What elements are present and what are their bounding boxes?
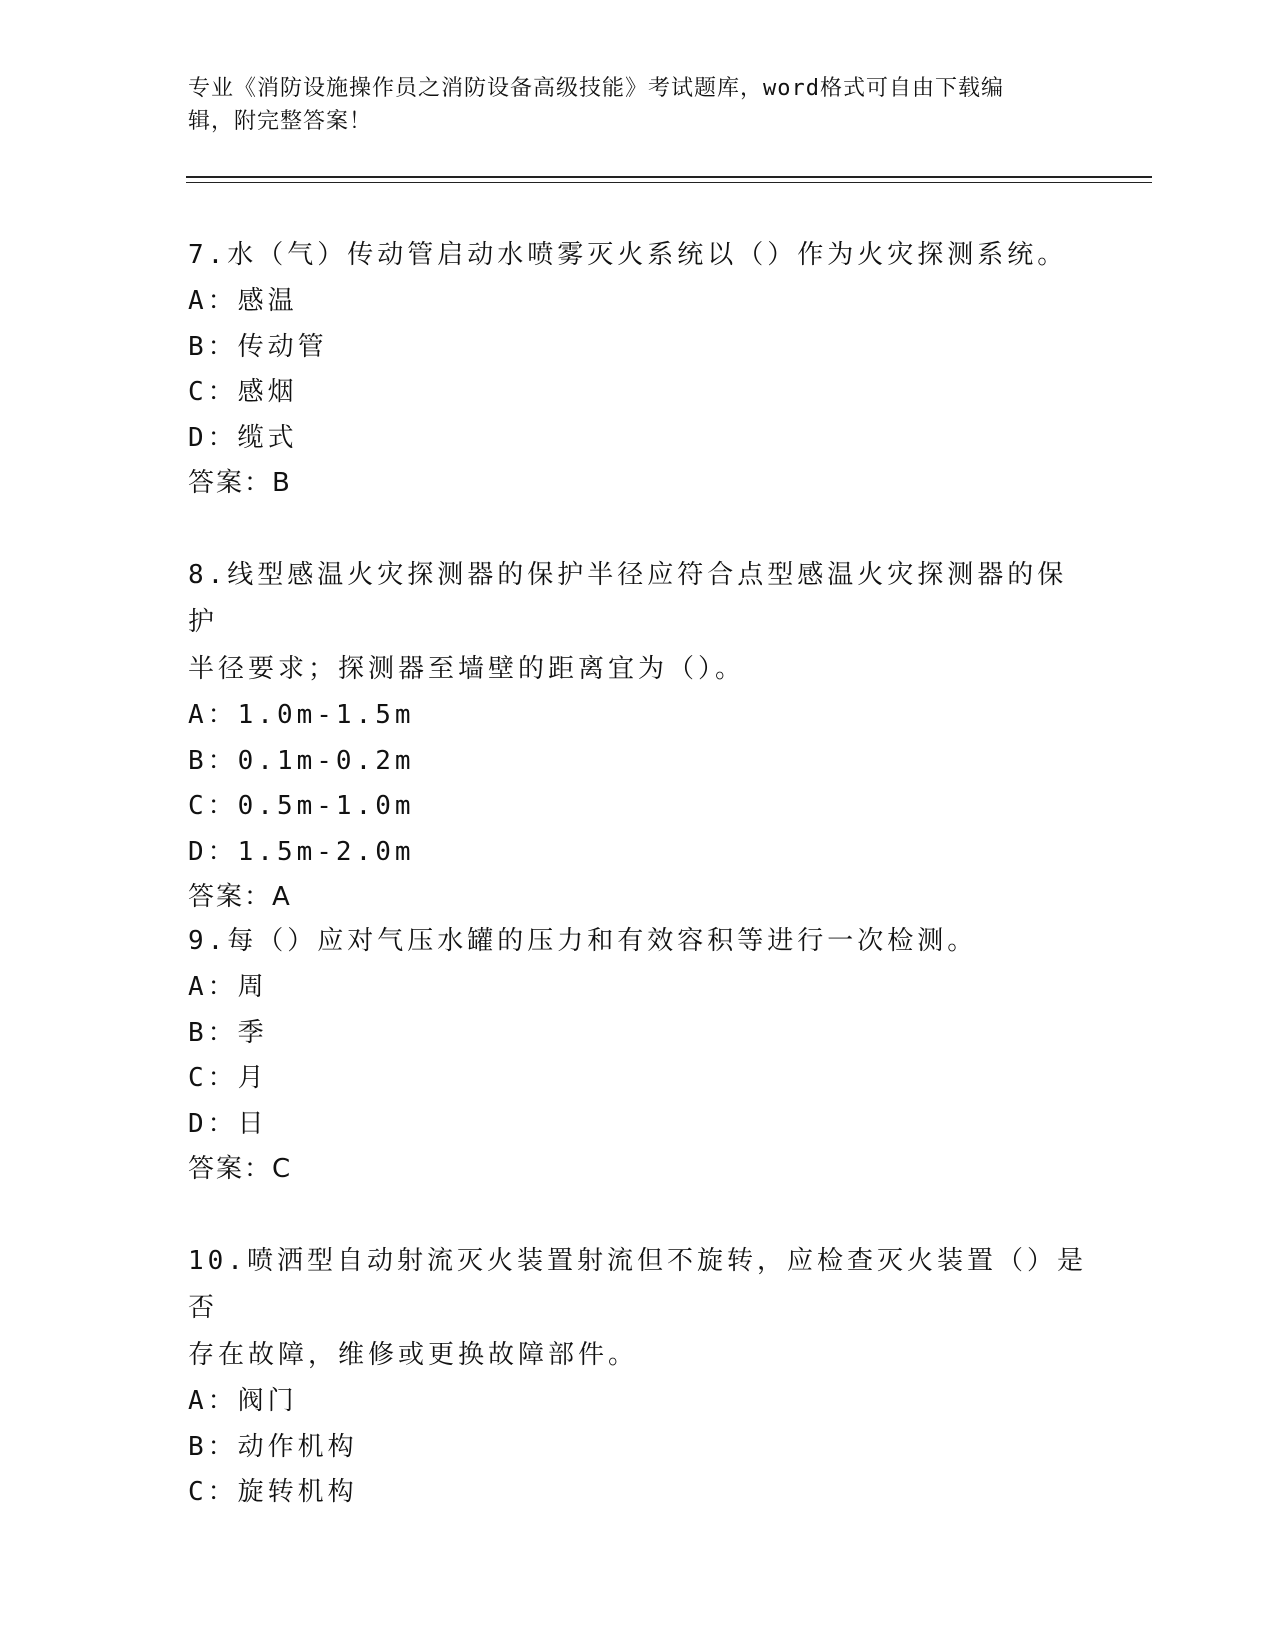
- option-a: A：1.0m-1.5m: [188, 700, 415, 730]
- option-a: A：感温: [188, 286, 298, 316]
- option-c: C：月: [188, 1063, 268, 1093]
- option-b: B：传动管: [188, 331, 328, 362]
- question-stem-line: 9.每（）应对气压水罐的压力和有效容积等进行一次检测。: [188, 926, 978, 956]
- option-d: D：日: [188, 1108, 268, 1139]
- question-8: [188, 552, 1088, 921]
- option-b: B：动作机构: [188, 1431, 358, 1462]
- answer-line: 答案：A: [188, 882, 292, 912]
- header-divider-thin: [186, 182, 1152, 183]
- question-stem-line: 半径要求；探测器至墙壁的距离宜为（）。: [188, 654, 746, 684]
- answer-line: 答案：C: [188, 1154, 293, 1184]
- option-c: C：旋转机构: [188, 1477, 358, 1507]
- answer-line: 答案：B: [188, 468, 292, 498]
- question-10: [188, 1238, 1088, 1516]
- header-divider-thick: [186, 176, 1152, 178]
- question-stem-line: 8.线型感温火灾探测器的保护半径应符合点型感温火灾探测器的保护: [188, 560, 1068, 637]
- option-a: A：阀门: [188, 1386, 298, 1416]
- question-stem-line: 10.喷洒型自动射流灭火装置射流但不旋转，应检查灭火装置（）是否: [188, 1246, 1087, 1323]
- header-line-2: 辑，附完整答案！: [188, 109, 373, 134]
- option-d: D：缆式: [188, 422, 298, 453]
- option-b: B：0.1m-0.2m: [188, 745, 415, 776]
- option-d: D：1.5m-2.0m: [188, 836, 415, 867]
- question-9: [188, 918, 1088, 1193]
- header-line-1: 专业《消防设施操作员之消防设备高级技能》考试题库，word格式可自由下载编: [188, 76, 1004, 101]
- option-c: C：0.5m-1.0m: [188, 791, 415, 821]
- option-b: B：季: [188, 1017, 268, 1048]
- option-a: A：周: [188, 972, 268, 1002]
- question-stem-line: 7.水（气）传动管启动水喷雾灭火系统以（）作为火灾探测系统。: [188, 240, 1068, 270]
- option-c: C：感烟: [188, 377, 298, 407]
- question-stem-line: 存在故障，维修或更换故障部件。: [188, 1340, 639, 1370]
- document-header: [188, 72, 1088, 138]
- question-7: [188, 232, 1088, 507]
